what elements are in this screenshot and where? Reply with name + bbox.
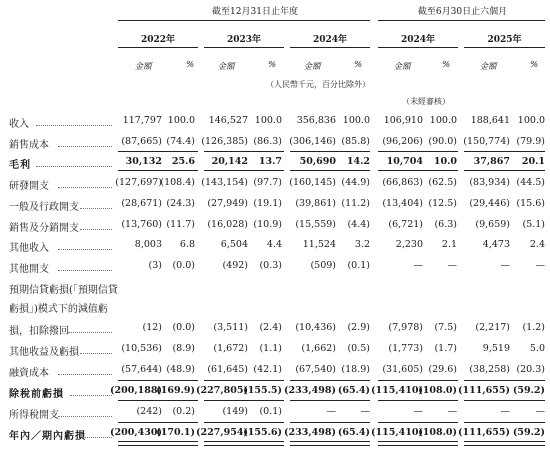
subtotal-rule [464,380,545,381]
subtotal-rule [118,380,198,381]
percent-cell: (12.5) [428,198,457,209]
percent-cell: 2.4 [529,239,545,250]
amount-cell: (39,861) [295,198,336,209]
subtotal-rule [290,170,370,171]
amount-cell: — [413,260,423,271]
amount-cell: 11,524 [302,239,336,250]
percent-subheader: % [529,60,539,70]
row-label: 預期信貸虧損(「預期信貸 [9,285,118,296]
row-label: 其他收入 [9,243,49,254]
percent-cell: 13.7 [258,156,282,167]
amount-cell: (150,774) [463,136,510,147]
row-label: 融資成本 [9,368,49,379]
percent-cell: (42.1) [253,364,282,375]
amount-cell: (2,217) [475,322,510,333]
percent-cell: (108.0) [418,385,457,396]
year-underline-2023 [204,47,284,48]
percent-cell: (2.9) [347,322,370,333]
amount-cell: (111,655) [458,427,510,438]
amount-cell: (126,385) [201,136,248,147]
subtotal-rule [290,422,370,423]
percent-cell: (59.2) [512,427,545,438]
total-double-rule [378,441,458,446]
amount-cell: 10,704 [386,156,423,167]
subtotal-rule [204,151,284,152]
percent-cell: (44.9) [341,177,370,188]
percent-cell: — [447,406,457,417]
amount-cell: 356,836 [296,115,336,126]
percent-cell: (108.4) [160,177,195,188]
amount-cell: (1,662) [301,343,336,354]
total-double-rule [118,441,198,446]
percent-cell: (24.3) [166,198,195,209]
amount-cell: 117,797 [122,115,162,126]
subtotal-rule [378,422,458,423]
percent-cell: (19.1) [253,198,282,209]
percent-cell: (15.6) [516,198,545,209]
unaudited-note: （未經審核） [402,97,450,106]
percent-cell: (0.0) [172,322,195,333]
amount-subheader: 金額 [303,62,321,72]
percent-cell: (85.8) [341,136,370,147]
row-label: 毛利 [9,160,31,171]
leader-dots [36,125,112,126]
percent-cell: — [535,406,545,417]
percent-cell: (20.3) [516,364,545,375]
percent-cell: 20.1 [521,156,545,167]
amount-cell: — [500,406,510,417]
header-group-interim: 截至6月30日止六個月 [417,7,508,17]
amount-cell: (1,672) [213,343,248,354]
percent-cell: 10.0 [433,156,457,167]
amount-cell: (160,145) [289,177,336,188]
row-label: 收入 [9,119,29,130]
percent-cell: (97.7) [253,177,282,188]
subtotal-rule [464,170,545,171]
amount-cell: (16,028) [207,219,248,230]
row-label: 其他收益及虧損 [9,347,79,358]
amount-cell: (306,146) [289,136,336,147]
percent-cell: (29.6) [428,364,457,375]
amount-cell: (9,659) [475,219,510,230]
amount-cell: (57,644) [121,364,162,375]
unit-note: （人民幣千元，百分比除外） [266,80,370,89]
amount-cell: (96,206) [382,136,423,147]
amount-cell: (10,536) [121,343,162,354]
amount-cell: 20,142 [211,156,248,167]
percent-cell: 100.0 [517,115,545,126]
amount-cell: (31,605) [382,364,423,375]
row-label: 損，扣除撥回 [9,326,69,337]
percent-cell: (90.0) [428,136,457,147]
percent-cell: 100.0 [167,115,195,126]
row-label: 年內／期內虧損 [9,431,86,442]
row-label: 虧損」)模式下的減值虧 [9,304,108,315]
amount-cell: (6,721) [388,219,423,230]
amount-cell: (3,511) [213,322,248,333]
percent-cell: (2.4) [259,322,282,333]
percent-cell: 2.1 [441,239,457,250]
percent-cell: (65.4) [337,427,370,438]
subtotal-rule [204,380,284,381]
percent-cell: (0.0) [172,260,195,271]
year-2024: 2024年 [312,35,348,45]
percent-cell: 6.8 [179,239,195,250]
amount-cell: — [413,406,423,417]
amount-cell: 6,504 [220,239,248,250]
row-label: 研發開支 [9,181,49,192]
percent-cell: (11.2) [341,198,370,209]
percent-cell: (59.2) [512,385,545,396]
row-label: 銷售成本 [9,140,49,151]
header-underline-interim [378,20,545,21]
amount-cell: (115,410) [371,385,423,396]
percent-cell: (0.1) [259,406,282,417]
amount-cell: 9,519 [482,343,510,354]
percent-cell: (18.9) [341,364,370,375]
percent-cell: (8.9) [172,343,195,354]
amount-cell: (233,498) [284,427,336,438]
amount-cell: (38,258) [469,364,510,375]
percent-cell: — [535,260,545,271]
percent-cell: (48.9) [166,364,195,375]
subtotal-rule [204,422,284,423]
amount-cell: 2,230 [395,239,423,250]
percent-cell: (169.9) [156,385,195,396]
percent-subheader: % [353,60,363,70]
amount-cell: 50,690 [299,156,336,167]
subtotal-rule [118,400,198,401]
amount-cell: (127,697) [115,177,162,188]
percent-cell: (108.0) [418,427,457,438]
percent-cell: (62.5) [428,177,457,188]
row-label: 銷售及分銷開支 [9,223,79,234]
amount-cell: (13,760) [121,219,162,230]
subtotal-rule [204,400,284,401]
subtotal-rule [464,151,545,152]
subtotal-rule [118,151,198,152]
percent-cell: 14.2 [346,156,370,167]
amount-cell: — [500,260,510,271]
amount-cell: (66,863) [382,177,423,188]
amount-cell: (3) [148,260,162,271]
subtotal-rule [118,422,198,423]
percent-cell: (0.3) [259,260,282,271]
percent-cell: 3.2 [354,239,370,250]
header-underline-annual [118,20,370,21]
subtotal-rule [464,422,545,423]
amount-subheader: 金額 [479,62,497,72]
percent-cell: (5.1) [522,219,545,230]
amount-cell: 8,003 [134,239,162,250]
year-underline-2022 [118,47,198,48]
amount-cell: (10,436) [295,322,336,333]
year-2024-interim: 2024年 [400,35,436,45]
amount-cell: 106,910 [383,115,423,126]
percent-cell: (1.7) [434,343,457,354]
percent-cell: (1.1) [259,343,282,354]
year-underline-2024 [290,47,370,48]
percent-cell: (1.2) [522,322,545,333]
amount-cell: 4,473 [482,239,510,250]
percent-cell: (7.5) [434,322,457,333]
amount-subheader: 金額 [134,62,152,72]
amount-cell: (509) [310,260,336,271]
percent-cell: (65.4) [337,385,370,396]
percent-cell: 100.0 [342,115,370,126]
amount-cell: (111,655) [458,385,510,396]
amount-cell: (87,665) [121,136,162,147]
amount-cell: (61,645) [207,364,248,375]
percent-subheader: % [441,60,451,70]
amount-cell: (28,671) [121,198,162,209]
percent-cell: (86.3) [253,136,282,147]
amount-cell: (1,773) [388,343,423,354]
percent-subheader: % [267,60,277,70]
subtotal-rule [290,380,370,381]
leader-dots [36,166,112,167]
amount-cell: (227,954) [196,427,248,438]
amount-subheader: 金額 [393,62,411,72]
subtotal-rule [378,380,458,381]
amount-cell: — [326,406,336,417]
percent-cell: (6.3) [434,219,457,230]
amount-cell: (15,559) [295,219,336,230]
percent-cell: (44.5) [516,177,545,188]
year-2025-interim: 2025年 [487,35,522,45]
subtotal-rule [290,151,370,152]
subtotal-rule [204,170,284,171]
percent-cell: (74.4) [166,136,195,147]
subtotal-rule [378,400,458,401]
total-double-rule [290,441,370,446]
amount-cell: (149) [222,406,248,417]
percent-cell: (155.5) [243,385,282,396]
percent-cell: 100.0 [429,115,457,126]
amount-cell: (143,154) [201,177,248,188]
amount-cell: (200,188) [110,385,162,396]
year-underline-2024-interim [378,47,458,48]
subtotal-rule [378,151,458,152]
amount-cell: (67,540) [295,364,336,375]
subtotal-rule [378,170,458,171]
percent-cell: 100.0 [254,115,282,126]
year-2022: 2022年 [140,35,176,45]
year-2023: 2023年 [226,35,262,45]
amount-cell: 37,867 [473,156,510,167]
amount-cell: (13,404) [382,198,423,209]
year-underline-2025-interim [464,47,545,48]
total-double-rule [204,441,284,446]
total-double-rule [464,441,545,446]
row-label: 一般及行政開支 [9,202,79,213]
percent-cell: 4.4 [266,239,282,250]
subtotal-rule [290,400,370,401]
percent-subheader: % [185,60,195,70]
amount-cell: (7,978) [388,322,423,333]
header-group-annual: 截至12月31日止年度 [212,7,298,17]
subtotal-rule [464,400,545,401]
percent-cell: 5.0 [529,343,545,354]
amount-cell: (233,498) [284,385,336,396]
amount-cell: (242) [136,406,162,417]
amount-cell: (227,805) [196,385,248,396]
amount-cell: (492) [222,260,248,271]
percent-cell: (0.5) [347,343,370,354]
amount-cell: (115,410) [371,427,423,438]
percent-cell: (4.4) [347,219,370,230]
percent-cell: (0.2) [172,406,195,417]
amount-cell: (27,949) [207,198,248,209]
subtotal-rule [118,170,198,171]
percent-cell: (155.6) [243,427,282,438]
percent-cell: (10.9) [253,219,282,230]
row-label: 除稅前虧損 [9,389,64,400]
amount-cell: (83,934) [469,177,510,188]
percent-cell: — [447,260,457,271]
percent-cell: (170.1) [156,427,195,438]
amount-cell: (29,446) [469,198,510,209]
amount-cell: (12) [142,322,162,333]
amount-cell: 146,527 [208,115,248,126]
percent-cell: (0.1) [347,260,370,271]
amount-cell: 188,641 [470,115,510,126]
amount-cell: 30,132 [125,156,162,167]
percent-cell: 25.6 [171,156,195,167]
row-label: 所得稅開支 [9,410,59,421]
row-label: 其他開支 [9,264,49,275]
percent-cell: — [360,406,370,417]
amount-subheader: 金額 [217,62,235,72]
percent-cell: (79.9) [516,136,545,147]
amount-cell: (200,430) [110,427,162,438]
percent-cell: (11.7) [166,219,195,230]
